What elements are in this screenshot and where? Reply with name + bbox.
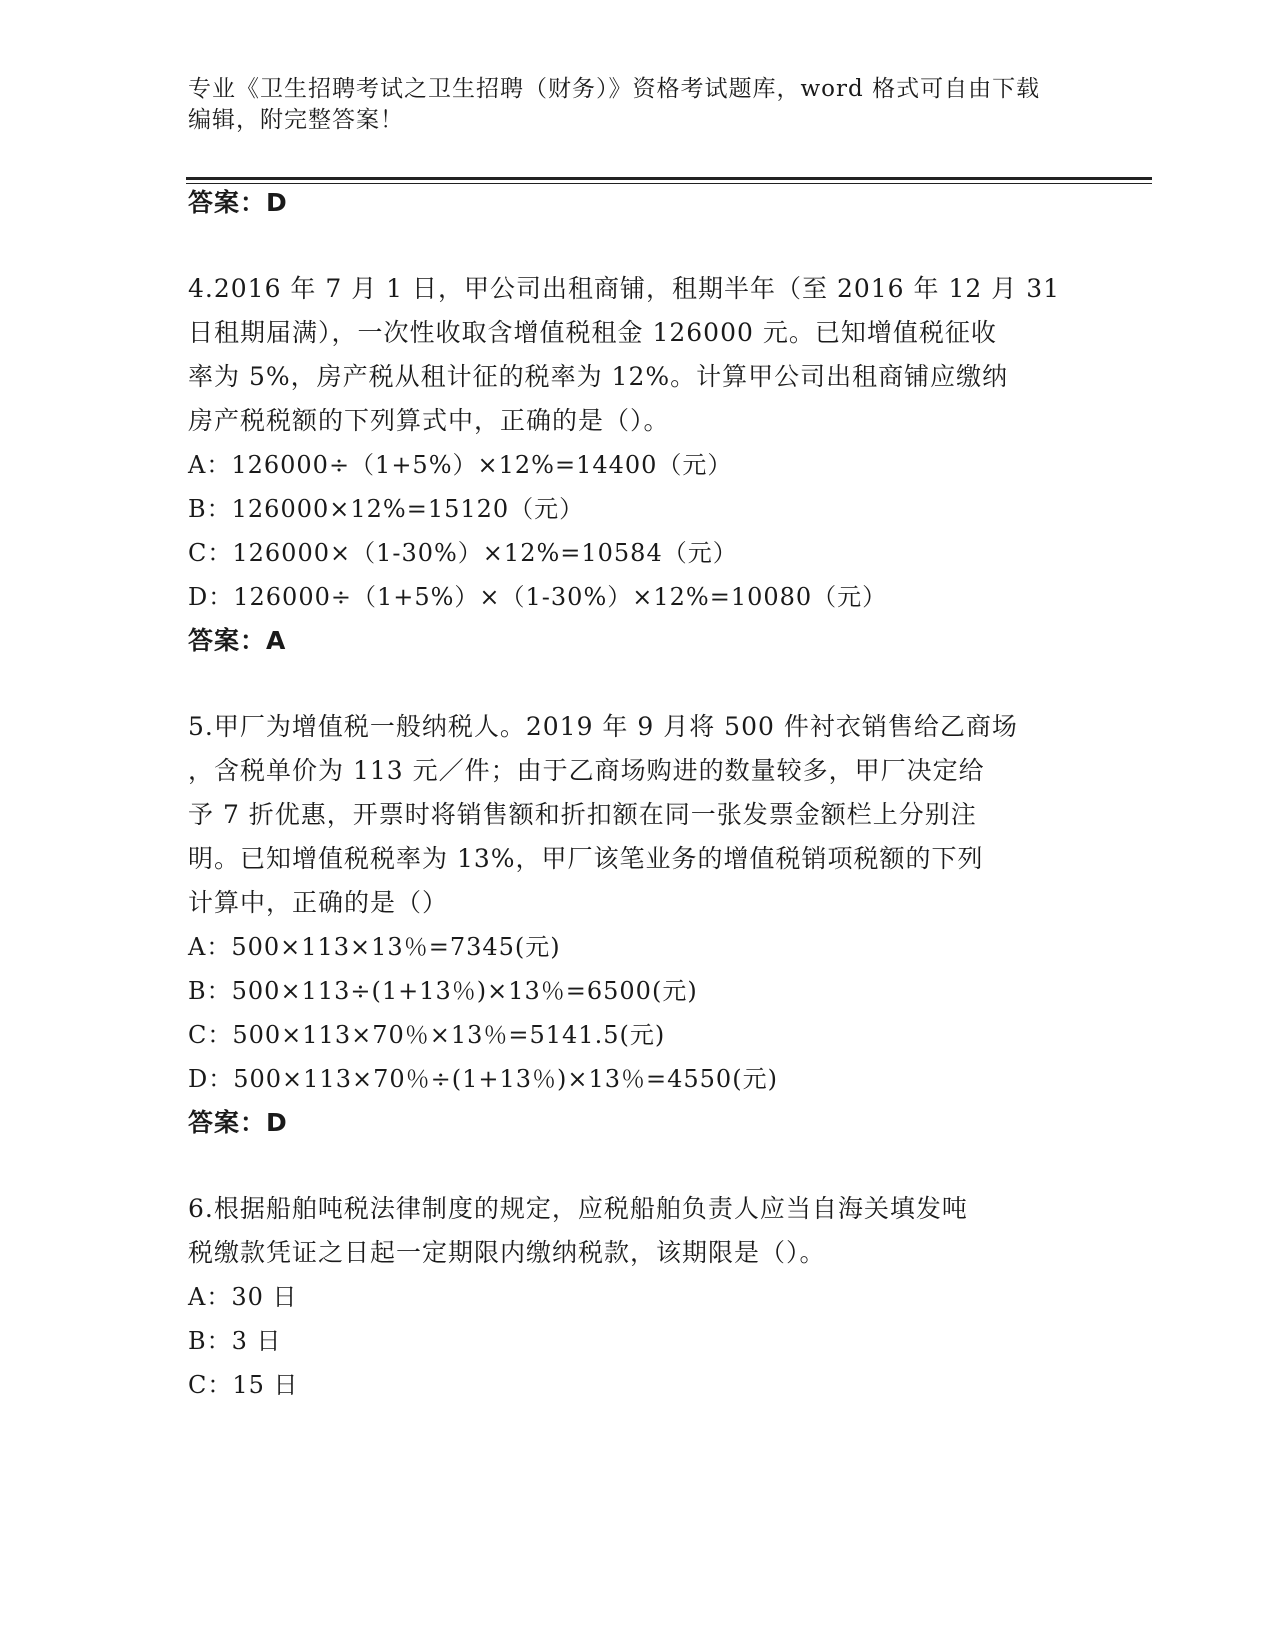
q5-text-line-5: 计算中，正确的是（） [188, 888, 449, 917]
q5-option-c: C：500×113×70％×13％=5141.5(元) [188, 1021, 666, 1049]
q5-option-d: D：500×113×70％÷(1+13％)×13％=4550(元) [188, 1065, 778, 1093]
document-header [188, 74, 1068, 136]
q4-text-line-1: 4.2016 年 7 月 1 日，甲公司出租商铺，租期半年（至 2016 年 12 月 31 [188, 274, 1061, 303]
previous-answer: 答案：D [188, 188, 288, 217]
q4-answer: 答案：A [188, 626, 287, 655]
q5-text-line-2: ，含税单价为 113 元／件；由于乙商场购进的数量较多，甲厂决定给 [188, 756, 985, 785]
header-line-2: 编辑，附完整答案！ [188, 107, 404, 133]
header-rule-thin [186, 183, 1152, 184]
q4-text-line-2: 日租期届满），一次性收取含增值税租金 126000 元。已知增值税征收 [188, 318, 997, 347]
q6-option-c: C：15 日 [188, 1371, 299, 1399]
q5-option-a: A：500×113×13％=7345(元) [188, 933, 561, 961]
q6-option-a: A：30 日 [188, 1283, 298, 1311]
q4-option-b: B：126000×12%=15120（元） [188, 495, 585, 523]
q5-option-b: B：500×113÷(1+13％)×13％=6500(元) [188, 977, 698, 1005]
q5-answer: 答案：D [188, 1108, 288, 1137]
header-line-1: 专业《卫生招聘考试之卫生招聘（财务）》资格考试题库，word 格式可自由下载 [188, 76, 1041, 102]
q4-text-line-3: 率为 5%，房产税从租计征的税率为 12%。计算甲公司出租商铺应缴纳 [188, 362, 1009, 391]
q4-text-line-4: 房产税税额的下列算式中，正确的是（）。 [188, 406, 670, 435]
q5-text-line-1: 5.甲厂为增值税一般纳税人。2019 年 9 月将 500 件衬衣销售给乙商场 [188, 712, 1018, 741]
header-rule-thick [186, 177, 1152, 180]
q4-option-a: A：126000÷（1+5%）×12%=14400（元） [188, 451, 733, 479]
q5-text-line-4: 明。已知增值税税率为 13%，甲厂该笔业务的增值税销项税额的下列 [188, 844, 984, 873]
q6-text-line-2: 税缴款凭证之日起一定期限内缴纳税款，该期限是（）。 [188, 1238, 826, 1267]
q4-option-c: C：126000×（1-30%）×12%=10584（元） [188, 539, 738, 567]
q6-option-b: B：3 日 [188, 1327, 282, 1355]
q5-text-line-3: 予 7 折优惠，开票时将销售额和折扣额在同一张发票金额栏上分别注 [188, 800, 977, 829]
q6-text-line-1: 6.根据船舶吨税法律制度的规定，应税船舶负责人应当自海关填发吨 [188, 1194, 968, 1223]
q4-option-d: D：126000÷（1+5%）×（1-30%）×12%=10080（元） [188, 583, 888, 611]
